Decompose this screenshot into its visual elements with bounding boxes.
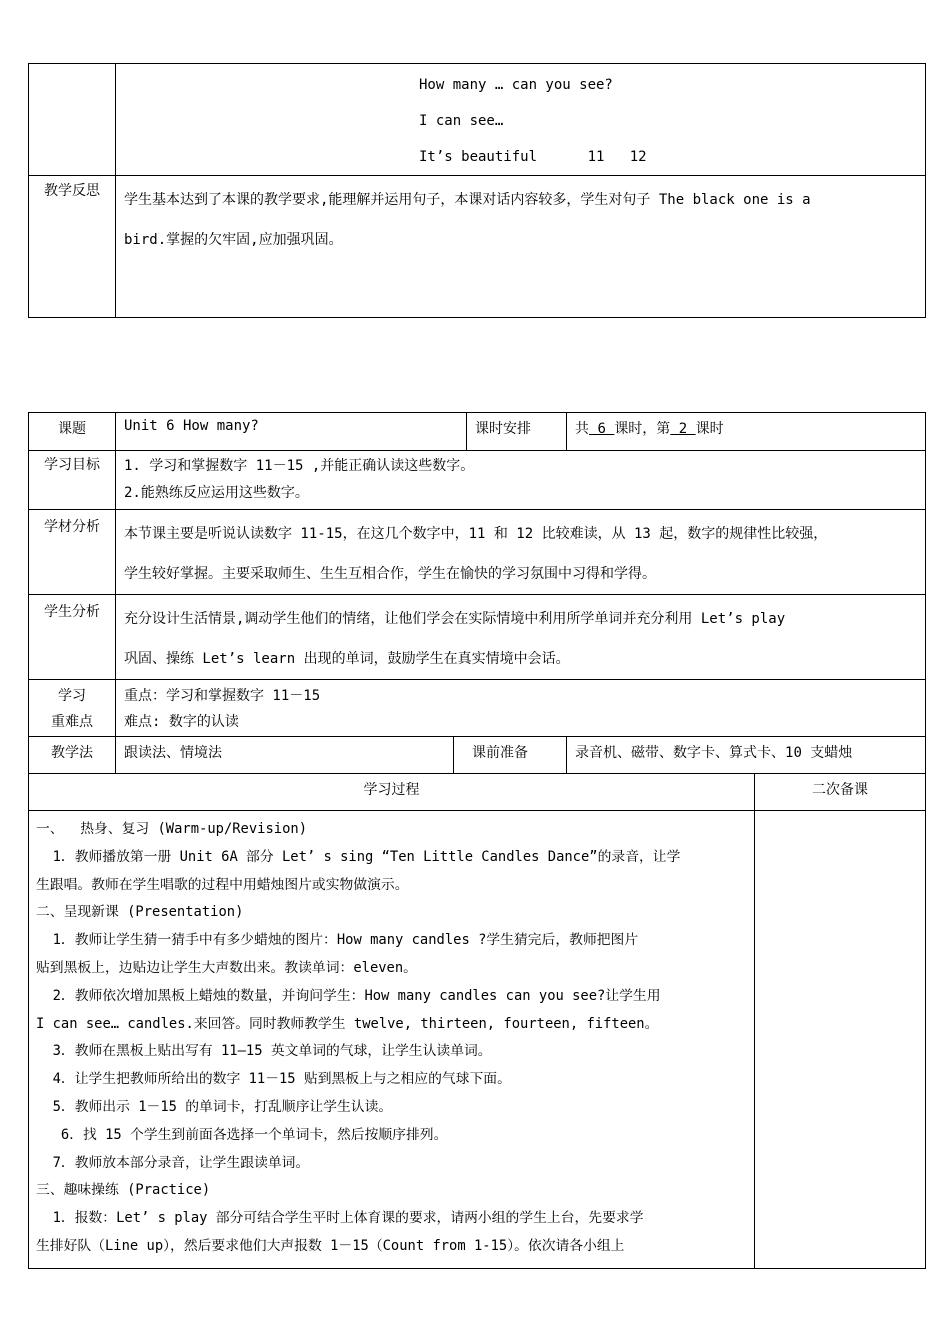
focus-cell [116,680,926,737]
process-text: 6．找 15 个学生到前面各选择一个单词卡，然后按顺序排列。 [36,1126,448,1143]
process-text: I can see… candles.来回答。同时教师教学生 twelve, thirteen, fourteen, fifteen。 [36,1015,659,1032]
material-label: 学材分析 [29,510,116,595]
schedule-value: 共 6 课时，第 2 课时 [567,413,926,451]
reflection-cell [116,176,926,318]
second-prep-cell [755,811,926,1269]
schedule-label: 课时安排 [467,413,567,451]
second-prep-header: 二次备课 [755,774,926,811]
process-cell [29,811,755,1269]
title-label: 课题 [29,413,116,451]
process-text: 1．教师让学生猜一猜手中有多少蜡烛的图片：How many candles ?学生猜完后，教师把图片 [36,932,639,949]
goals-cell [116,451,926,510]
section-title: 二、呈现新课 (Presentation) [36,904,244,921]
empty-label-cell [29,64,116,176]
process-text: 5．教师出示 1－15 的单词卡，打乱顺序让学生认读。 [36,1098,393,1115]
method-label: 教学法 [29,737,116,774]
process-text: 7．教师放本部分录音，让学生跟读单词。 [36,1154,310,1171]
process-text: 4．让学生把教师所给出的数字 11－15 贴到黑板上与之相应的气球下面。 [36,1071,511,1088]
prep-label: 课前准备 [454,737,567,774]
reflection-text: 学生基本达到了本课的教学要求,能理解并运用句子，本课对话内容较多，学生对句子 The black one is a [124,192,811,208]
focus-label: 学习 重难点 [29,680,116,737]
reflection-table [28,63,926,318]
goals-label: 学习目标 [29,451,116,510]
sentence-cell [116,64,926,176]
prep-value: 录音机、磁带、数字卡、算式卡、10 支蜡烛 [567,737,926,774]
process-header: 学习过程 [29,774,755,811]
section-title: 一、 热身、复习 (Warm-up/Revision) [36,821,308,837]
process-text: 生跟唱。教师在学生唱歌的过程中用蜡烛图片或实物做演示。 [36,876,409,893]
student-cell [116,595,926,680]
student-text: 充分设计生活情景,调动学生他们的情绪，让他们学会在实际情境中利用所学单词并充分利用 Let’s play [124,611,786,627]
process-text: 1．报数：Let’ s play 部分可结合学生平时上体育课的要求，请两小组的学生上台，先要求学 [36,1210,644,1227]
reflection-text: bird.掌握的欠牢固,应加强巩固。 [124,232,343,248]
student-label: 学生分析 [29,595,116,680]
student-text: 巩固、操练 Let’s learn 出现的单词，鼓励学生在真实情境中会话。 [124,651,570,667]
focus-difficult: 难点: 数字的认读 [124,714,239,730]
process-text: 生排好队（Line up），然后要求他们大声报数 1－15（Count from 1-15）。依次请各小组上 [36,1237,625,1254]
section-title: 三、趣味操练 (Practice) [36,1182,211,1199]
title-value: Unit 6 How many? [116,413,467,451]
reflection-label: 教学反思 [29,176,116,318]
sentence-line: I can see… [419,113,504,129]
process-text: 2．教师依次增加黑板上蜡烛的数量，并询问学生：How many candles can you see?让学生用 [36,987,661,1004]
sentence-line: How many … can you see? [419,77,613,93]
material-cell [116,510,926,595]
goal-item: 1. 学习和掌握数字 11－15 ,并能正确认读这些数字。 [124,458,475,474]
process-text: 3．教师在黑板上贴出写有 11—15 英文单词的气球，让学生认读单词。 [36,1043,492,1060]
material-text: 本节课主要是听说认读数字 11-15，在这几个数字中，11 和 12 比较难读，从 13 起，数字的规律性比较强， [124,526,828,542]
process-text: 贴到黑板上，边贴边让学生大声数出来。教读单词：eleven。 [36,959,417,976]
goal-item: 2.能熟练反应运用这些数字。 [124,485,309,501]
lesson-plan-table [28,412,926,1269]
method-value: 跟读法、情境法 [116,737,454,774]
material-text: 学生较好掌握。主要采取师生、生生互相合作，学生在愉快的学习氛围中习得和学得。 [124,566,656,582]
focus-key: 重点：学习和掌握数字 11－15 [124,688,321,704]
process-text: 1．教师播放第一册 Unit 6A 部分 Let’ s sing “Ten Little Candles Dance”的录音，让学 [36,848,681,865]
sentence-line: It’s beautiful 11 12 [419,149,647,165]
